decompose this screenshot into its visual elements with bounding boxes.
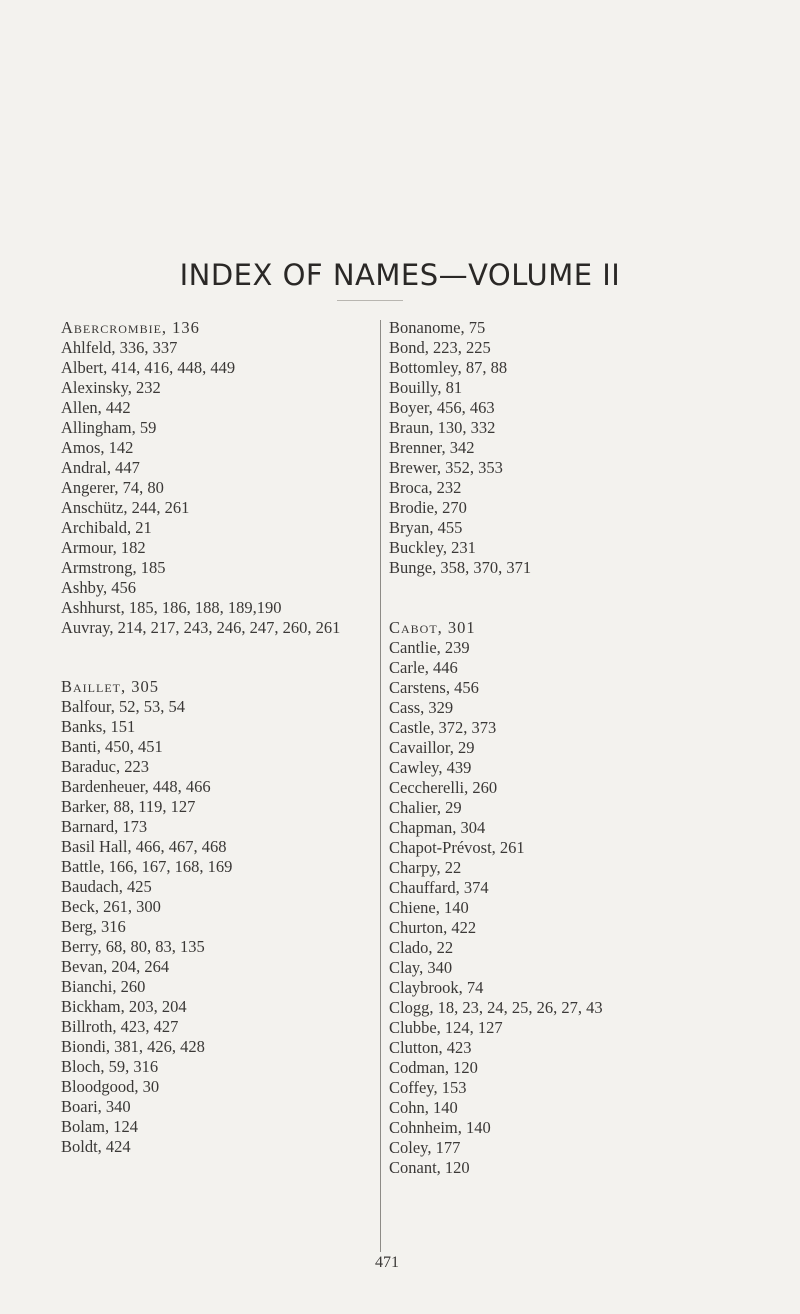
index-entry: Ashhurst, 185, 186, 188, 189,190 bbox=[61, 598, 282, 617]
index-entry: Archibald, 21 bbox=[61, 518, 152, 537]
index-entry: Armour, 182 bbox=[61, 538, 146, 557]
index-entry: Charpy, 22 bbox=[389, 858, 462, 877]
index-entry: Churton, 422 bbox=[389, 918, 477, 937]
index-entry: Baillet, 305 bbox=[61, 677, 159, 696]
index-entry: Bickham, 203, 204 bbox=[61, 997, 187, 1016]
index-entry: Battle, 166, 167, 168, 169 bbox=[61, 857, 233, 876]
index-entry: Broca, 232 bbox=[389, 478, 462, 497]
index-entry: Cass, 329 bbox=[389, 698, 454, 717]
index-entry: Billroth, 423, 427 bbox=[61, 1017, 179, 1036]
index-entry: Cantlie, 239 bbox=[389, 638, 470, 657]
index-entry: Bevan, 204, 264 bbox=[61, 957, 170, 976]
section-gap bbox=[61, 638, 381, 677]
index-column-left bbox=[61, 318, 381, 1157]
index-entry: Bouilly, 81 bbox=[389, 378, 463, 397]
index-entry: Bond, 223, 225 bbox=[389, 338, 491, 357]
index-entry: Clay, 340 bbox=[389, 958, 453, 977]
index-entry: Barker, 88, 119, 127 bbox=[61, 797, 196, 816]
index-entry: Claybrook, 74 bbox=[389, 978, 484, 997]
index-entry: Basil Hall, 466, 467, 468 bbox=[61, 837, 227, 856]
index-entry: Bardenheuer, 448, 466 bbox=[61, 777, 211, 796]
index-entry: Castle, 372, 373 bbox=[389, 718, 497, 737]
index-entry: Clutton, 423 bbox=[389, 1038, 472, 1057]
index-entry: Conant, 120 bbox=[389, 1158, 470, 1177]
page-number: 471 bbox=[375, 1254, 399, 1271]
index-entry: Clado, 22 bbox=[389, 938, 454, 957]
index-entry: Bryan, 455 bbox=[389, 518, 463, 537]
index-column-right bbox=[389, 318, 789, 1178]
index-entry: Baudach, 425 bbox=[61, 877, 152, 896]
index-entry: Cabot, 301 bbox=[389, 618, 476, 637]
index-entry: Angerer, 74, 80 bbox=[61, 478, 164, 497]
index-entry: Bloch, 59, 316 bbox=[61, 1057, 159, 1076]
index-entry: Clubbe, 124, 127 bbox=[389, 1018, 503, 1037]
index-entry: Alexinsky, 232 bbox=[61, 378, 161, 397]
index-entry: Chapman, 304 bbox=[389, 818, 486, 837]
index-entry: Bolam, 124 bbox=[61, 1117, 138, 1136]
index-entry: Brenner, 342 bbox=[389, 438, 475, 457]
index-entry: Bianchi, 260 bbox=[61, 977, 146, 996]
index-entry: Cawley, 439 bbox=[389, 758, 472, 777]
title-rule bbox=[337, 300, 403, 301]
index-entry: Berry, 68, 80, 83, 135 bbox=[61, 937, 205, 956]
index-entry: Banti, 450, 451 bbox=[61, 737, 163, 756]
index-entry: Ahlfeld, 336, 337 bbox=[61, 338, 178, 357]
index-entry: Beck, 261, 300 bbox=[61, 897, 161, 916]
index-entry: Chalier, 29 bbox=[389, 798, 462, 817]
index-entry: Biondi, 381, 426, 428 bbox=[61, 1037, 205, 1056]
index-entry: Allen, 442 bbox=[61, 398, 131, 417]
index-entry: Banks, 151 bbox=[61, 717, 136, 736]
index-entry: Auvray, 214, 217, 243, 246, 247, 260, 261 bbox=[61, 618, 341, 637]
page-title: INDEX OF NAMES—VOLUME II bbox=[179, 258, 621, 292]
index-entry: Codman, 120 bbox=[389, 1058, 478, 1077]
index-entry: Carle, 446 bbox=[389, 658, 458, 677]
index-entry: Ashby, 456 bbox=[61, 578, 137, 597]
index-entry: Bottomley, 87, 88 bbox=[389, 358, 508, 377]
index-entry: Boldt, 424 bbox=[61, 1137, 131, 1156]
index-entry: Barnard, 173 bbox=[61, 817, 148, 836]
index-entry: Amos, 142 bbox=[61, 438, 134, 457]
index-entry: Bloodgood, 30 bbox=[61, 1077, 160, 1096]
index-entry: Boari, 340 bbox=[61, 1097, 131, 1116]
section-gap bbox=[389, 578, 789, 618]
index-entry: Cavaillor, 29 bbox=[389, 738, 475, 757]
index-entry: Coffey, 153 bbox=[389, 1078, 467, 1097]
index-entry: Bonanome, 75 bbox=[389, 318, 486, 337]
index-entry: Abercrombie, 136 bbox=[61, 318, 200, 337]
index-entry: Carstens, 456 bbox=[389, 678, 479, 697]
index-entry: Balfour, 52, 53, 54 bbox=[61, 697, 185, 716]
index-entry: Clogg, 18, 23, 24, 25, 26, 27, 43 bbox=[389, 998, 603, 1017]
index-entry: Cohnheim, 140 bbox=[389, 1118, 491, 1137]
index-entry: Coley, 177 bbox=[389, 1138, 461, 1157]
index-entry: Albert, 414, 416, 448, 449 bbox=[61, 358, 236, 377]
index-entry: Brewer, 352, 353 bbox=[389, 458, 503, 477]
index-entry: Anschütz, 244, 261 bbox=[61, 498, 190, 517]
index-entry: Ceccherelli, 260 bbox=[389, 778, 498, 797]
index-entry: Braun, 130, 332 bbox=[389, 418, 496, 437]
index-entry: Cohn, 140 bbox=[389, 1098, 458, 1117]
column-divider bbox=[380, 320, 381, 1252]
index-entry: Armstrong, 185 bbox=[61, 558, 166, 577]
index-entry: Chiene, 140 bbox=[389, 898, 469, 917]
index-entry: Boyer, 456, 463 bbox=[389, 398, 495, 417]
index-entry: Chapot-Prévost, 261 bbox=[389, 838, 525, 857]
index-entry: Bunge, 358, 370, 371 bbox=[389, 558, 532, 577]
index-entry: Berg, 316 bbox=[61, 917, 126, 936]
index-entry: Baraduc, 223 bbox=[61, 757, 149, 776]
index-entry: Brodie, 270 bbox=[389, 498, 467, 517]
index-entry: Allingham, 59 bbox=[61, 418, 157, 437]
index-entry: Andral, 447 bbox=[61, 458, 140, 477]
index-entry: Chauffard, 374 bbox=[389, 878, 489, 897]
index-entry: Buckley, 231 bbox=[389, 538, 476, 557]
